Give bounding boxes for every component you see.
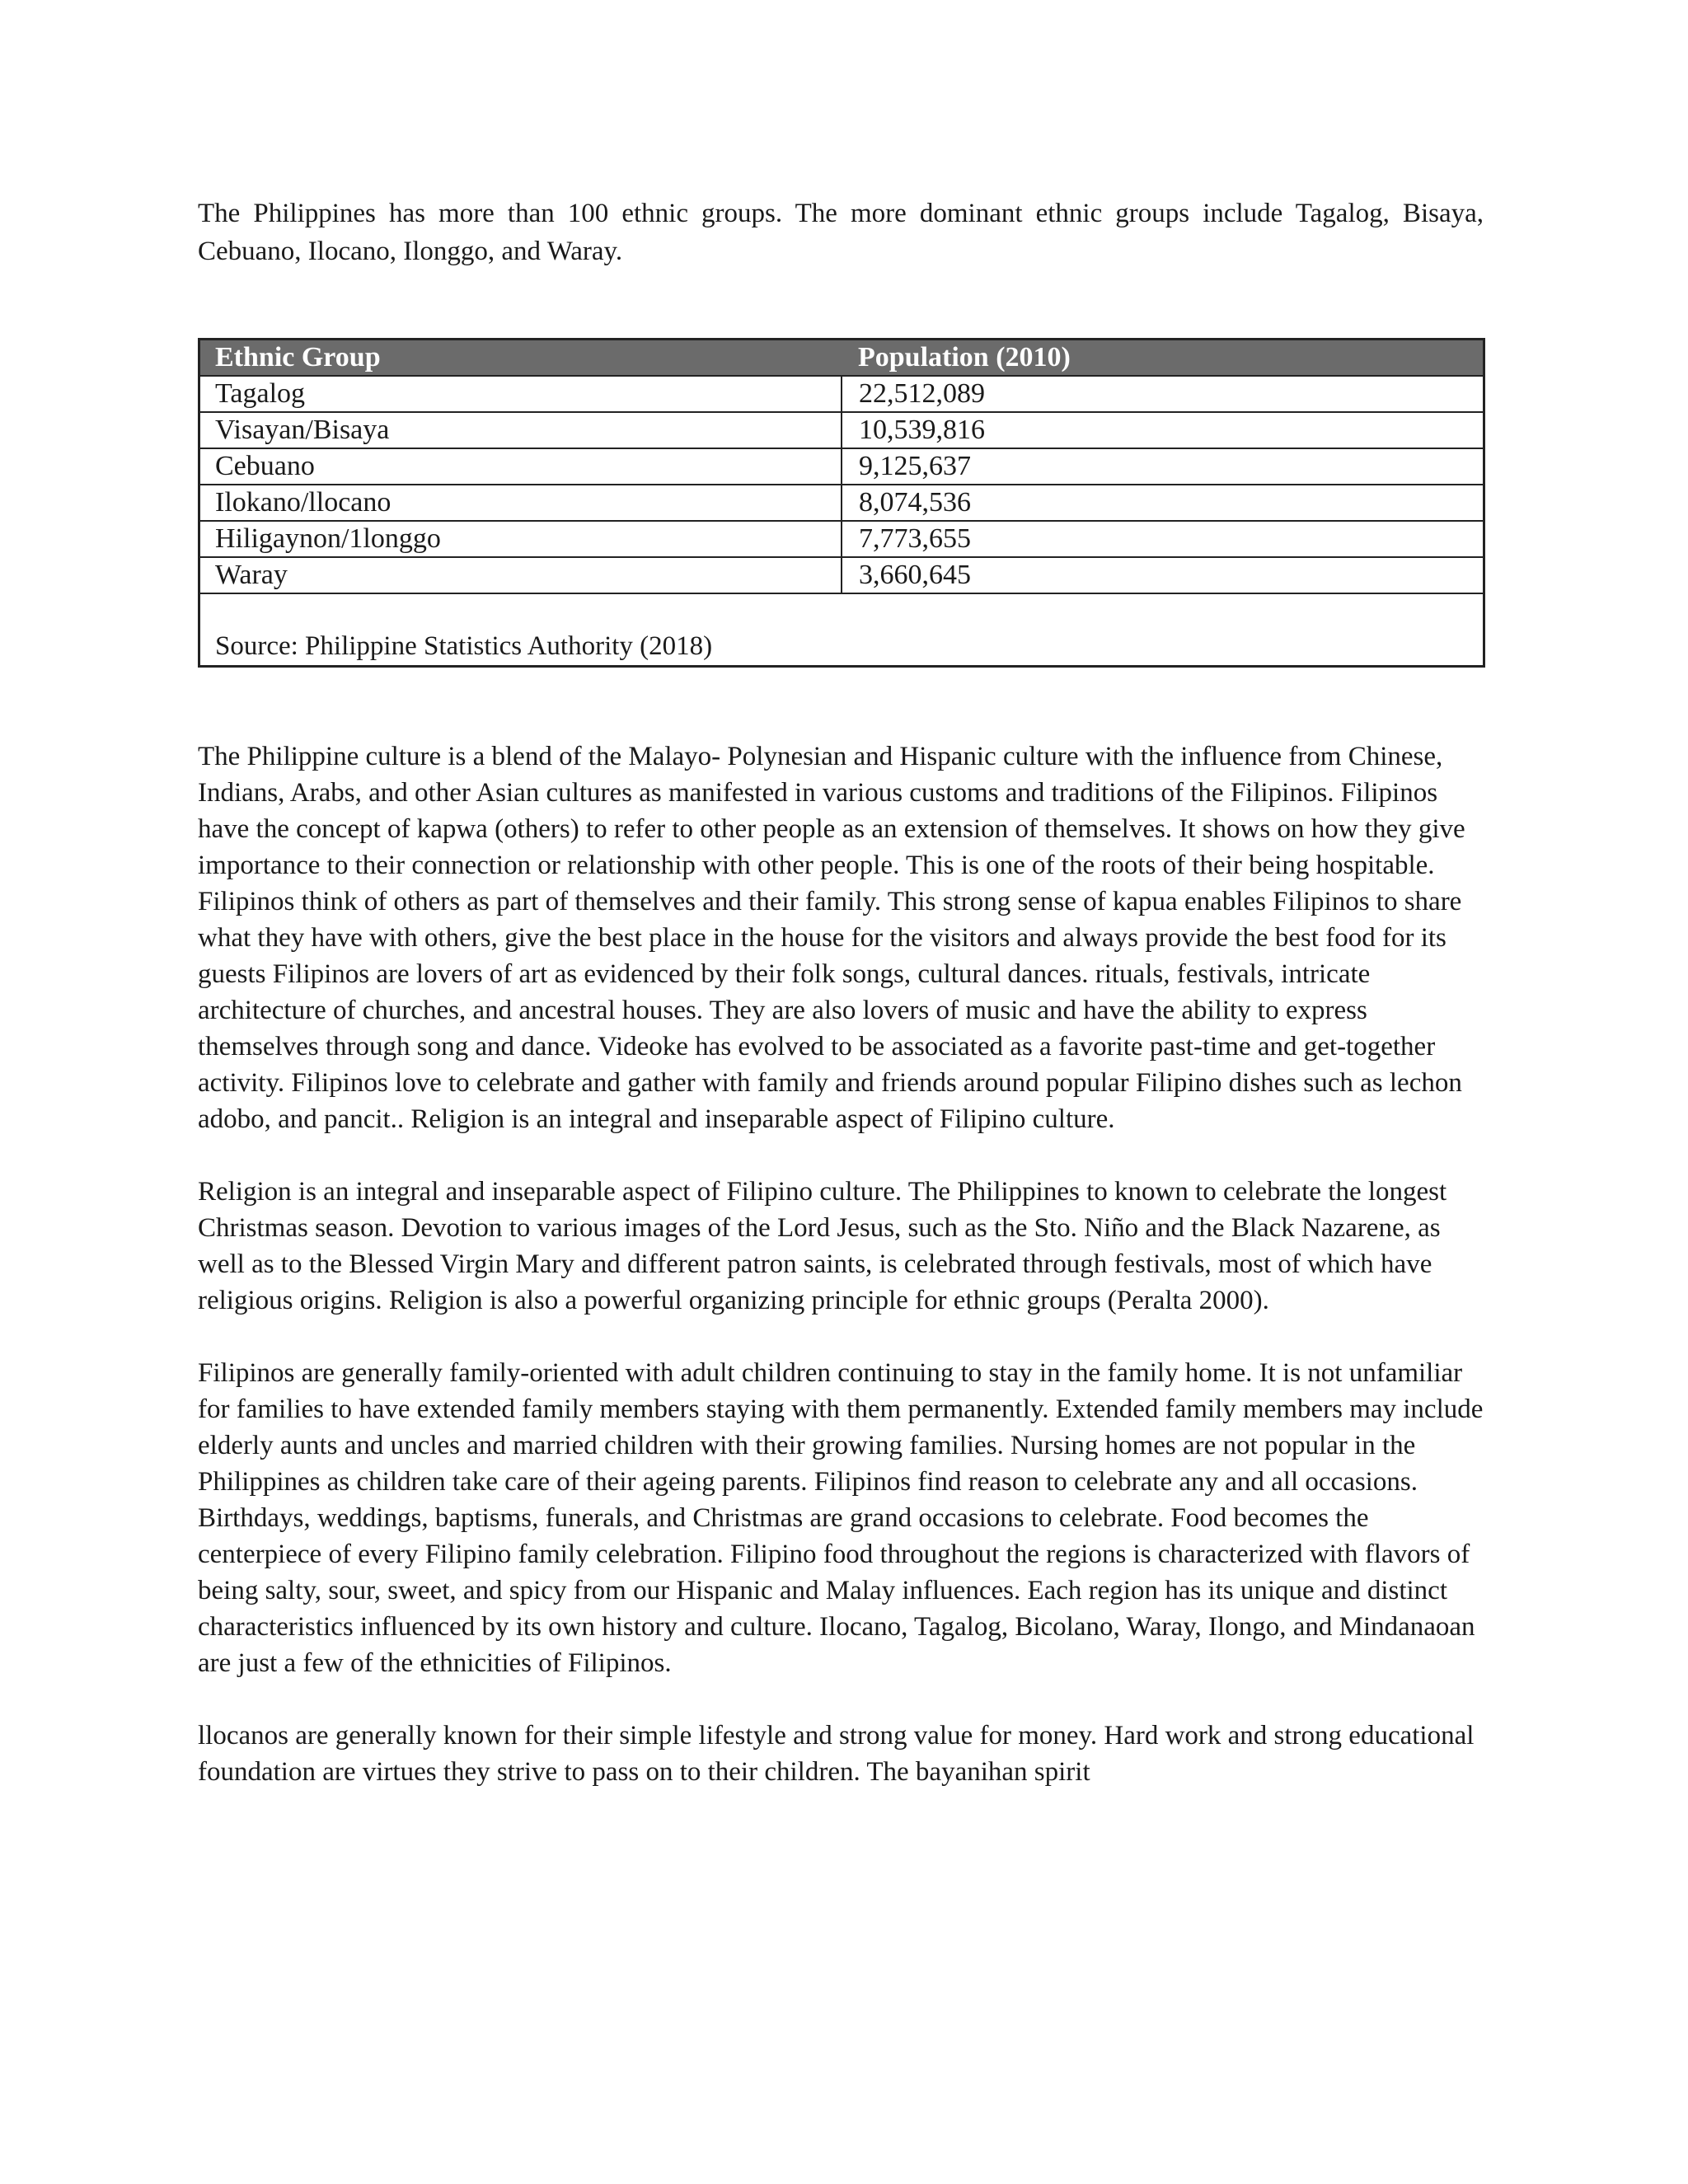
cell-ethnic-group: Waray — [200, 557, 842, 593]
cell-population: 3,660,645 — [842, 557, 1483, 593]
ilocanos-paragraph: llocanos are generally known for their simple lifestyle and strong value for money. Hard work and strong educational foundation are virtues they strive to pass on to their children. The bayanihan spirit — [198, 1721, 1475, 1787]
family-paragraph: Filipinos are generally family-oriented with adult children continuing to stay in the family home. It is not unfamiliar for families to have extended family members staying with them permanently. Extended family members may include elderly aunts and uncles and married children with their growing families. Nursing homes are not popular in the Philippines as children take care of their ageing parents. Filipinos find reason to celebrate any and all occasions. Birthdays, weddings, baptisms, funerals, and Christmas are grand occasions to celebrate. Food becomes the centerpiece of every Filipino family celebration. Filipino food throughout the regions is characterized with flavors of being salty, sour, sweet, and spicy from our Hispanic and Malay influences. Each region has its unique and distinct characteristics influenced by its own history and culture. Ilocano, Tagalog, Bicolano, Waray, Ilongo, and Mindanaoan are just a few of the ethnicities of Filipinos. — [198, 1358, 1484, 1678]
ethnic-groups-table-grid — [200, 340, 1483, 594]
table-header-row — [200, 340, 1483, 376]
cell-population: 7,773,655 — [842, 521, 1483, 557]
table-row — [200, 485, 1483, 521]
table-row — [200, 557, 1483, 593]
cell-population: 8,074,536 — [842, 485, 1483, 521]
cell-population: 22,512,089 — [842, 376, 1483, 412]
table-row — [200, 412, 1483, 448]
culture-paragraph: The Philippine culture is a blend of the Malayo- Polynesian and Hispanic culture with the influence from Chinese, Indians, Arabs, and other Asian cultures as manifested in various customs and traditions of the Filipinos. Filipinos have the concept of kapwa (others) to refer to other people as an extension of themselves. It shows on how they give importance to their connection or relationship with other people. This is one of the roots of their being hospitable. Filipinos think of others as part of themselves and their family. This strong sense of kapua enables Filipinos to share what they have with others, give the best place in the house for the visitors and always provide the best food for its guests Filipinos are lovers of art as evidenced by their folk songs, cultural dances. rituals, festivals, intricate architecture of churches, and ancestral houses. They are also lovers of music and have the ability to express themselves through song and dance. Videoke has evolved to be associated as a favorite past-time and get-together activity. Filipinos love to celebrate and gather with family and friends around popular Filipino dishes such as lechon adobo, and pancit.. Religion is an integral and inseparable aspect of Filipino culture. — [198, 742, 1465, 1134]
table-source-note — [200, 594, 1483, 665]
table-source-text: Source: Philippine Statistics Authority (2018) — [215, 631, 713, 661]
cell-ethnic-group: Tagalog — [200, 376, 842, 412]
cell-ethnic-group: Ilokano/llocano — [200, 485, 842, 521]
document-page — [198, 194, 1484, 1790]
ethnic-groups-table — [198, 338, 1485, 668]
column-header-population: Population (2010) — [842, 340, 1483, 376]
table-row — [200, 521, 1483, 557]
intro-paragraph: The Philippines has more than 100 ethnic groups. The more dominant ethnic groups include Tagalog, Bisaya, Cebuano, Ilocano, Ilonggo, and Waray. — [198, 199, 1484, 266]
table-row — [200, 376, 1483, 412]
cell-population: 9,125,637 — [842, 448, 1483, 485]
cell-population: 10,539,816 — [842, 412, 1483, 448]
cell-ethnic-group: Hiligaynon/1longgo — [200, 521, 842, 557]
cell-ethnic-group: Visayan/Bisaya — [200, 412, 842, 448]
cell-ethnic-group: Cebuano — [200, 448, 842, 485]
column-header-ethnic-group: Ethnic Group — [200, 340, 842, 376]
table-row — [200, 448, 1483, 485]
religion-paragraph: Religion is an integral and inseparable aspect of Filipino culture. The Philippines to known to celebrate the longest Christmas season. Devotion to various images of the Lord Jesus, such as the Sto. Niño and the Black Nazarene, as well as to the Blessed Virgin Mary and different patron saints, is celebrated through festivals, most of which have religious origins. Religion is also a powerful organizing principle for ethnic groups (Peralta 2000). — [198, 1177, 1447, 1315]
